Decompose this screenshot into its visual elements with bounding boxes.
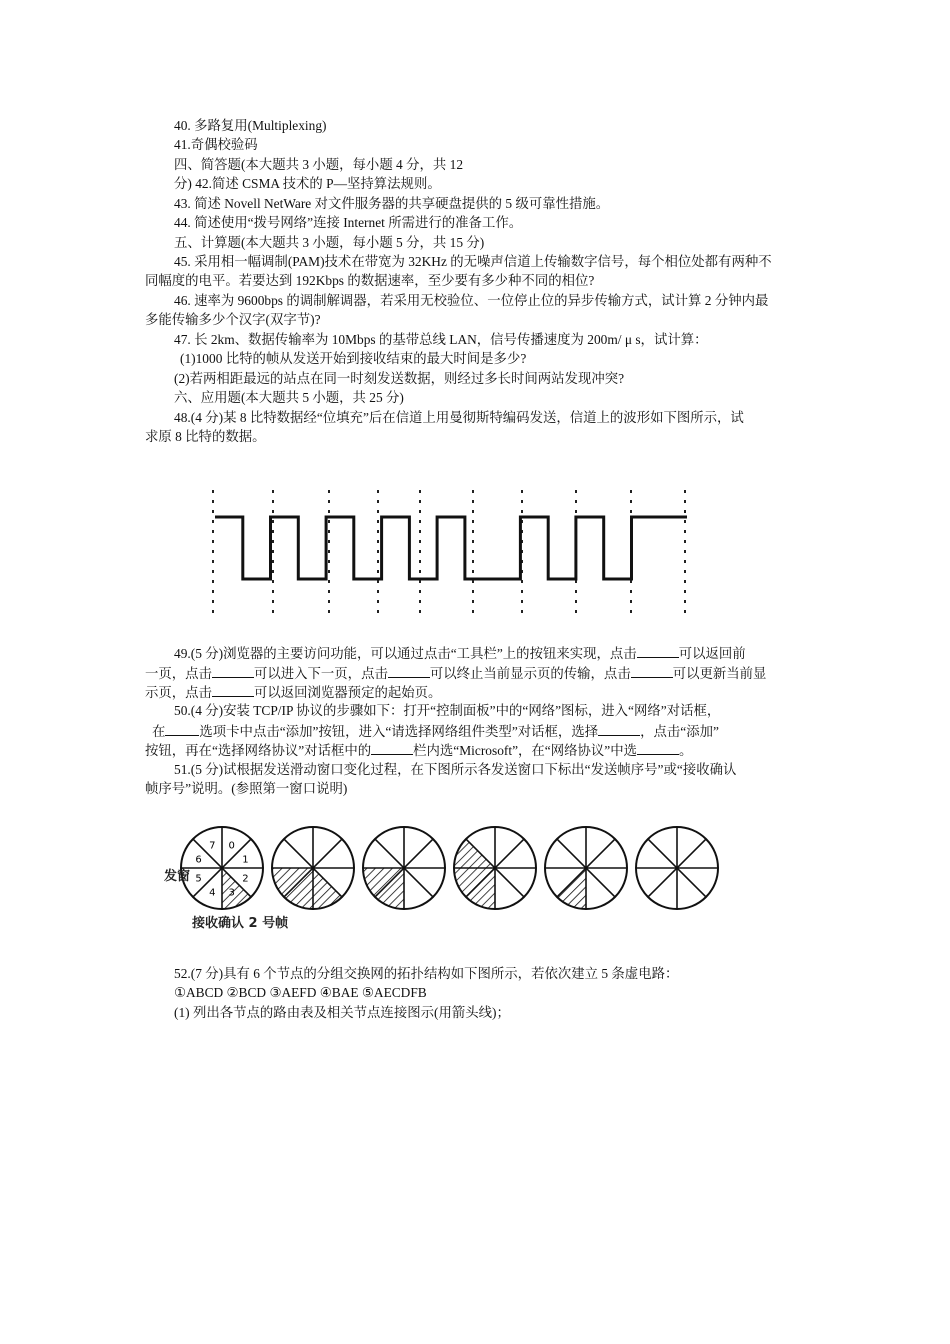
answer-blank xyxy=(212,682,254,697)
q48-line2: 求原 8 比特的数据。 xyxy=(145,429,266,444)
waveform-grid xyxy=(213,490,685,618)
q52-line2: ①ABCD ②BCD ③AEFD ④BAE ⑤AECDFB xyxy=(174,985,427,1000)
q48-line1: 48.(4 分)某 8 比特数据经“位填充”后在信道上用曼彻斯特编码发送，信道上的波形如下图所示，试 xyxy=(174,410,744,425)
hatched-sector xyxy=(454,839,495,868)
q50-line3 xyxy=(145,740,692,760)
answer-blank xyxy=(212,663,254,678)
q49-line2 xyxy=(145,663,766,683)
window-pie xyxy=(181,827,263,909)
q46-line2: 多能传输多少个汉字(双字节)? xyxy=(145,312,321,327)
window-pie xyxy=(454,827,536,909)
answer-blank xyxy=(165,721,199,736)
answer-blank xyxy=(371,740,413,755)
q49-text: 一页，点击 xyxy=(145,666,212,681)
sector-number: 6 xyxy=(195,854,202,866)
answer-blank xyxy=(598,721,640,736)
answer-blank xyxy=(388,663,430,678)
q40: 40. 多路复用(Multiplexing) xyxy=(174,118,327,133)
q43: 43. 简述 Novell NetWare 对文件服务器的共享硬盘提供的 5 级可靠性措施。 xyxy=(174,196,610,211)
q47-line1: 47. 长 2km、数据传输率为 10Mbps 的基带总线 LAN，信号传播速度为 200m/ μ s，试计算： xyxy=(174,332,708,347)
sector-number: 5 xyxy=(195,873,202,885)
q51-line2: 帧序号”说明。(参照第一窗口说明) xyxy=(145,781,348,796)
q50-text: 。 xyxy=(679,743,693,758)
q50-line1: 50.(4 分)安装 TCP/IP 协议的步骤如下：打开“控制面板”中的“网络”图标，进入“网络”对话框， xyxy=(174,703,721,718)
q41: 41.奇偶校验码 xyxy=(174,137,258,152)
section-5-heading: 五、计算题(本大题共 3 小题，每小题 5 分，共 15 分) xyxy=(174,235,485,250)
hatched-sector xyxy=(313,868,342,909)
section-6-heading: 六、应用题(本大题共 5 小题，共 25 分) xyxy=(174,390,404,405)
q47-line2: (1)1000 比特的帧从发送开始到接收结束的最大时间是多少? xyxy=(180,351,527,366)
sector-number: 3 xyxy=(228,887,235,899)
q50-text: 按钮，再在“选择网络协议”对话框中的 xyxy=(145,743,372,758)
window-pie xyxy=(636,827,718,909)
window-pie xyxy=(272,827,354,909)
hatched-sector xyxy=(557,868,586,909)
q49-text: 示页，点击 xyxy=(145,685,212,700)
q42: 分) 42.简述 CSMA 技术的 P—坚持算法规则。 xyxy=(174,176,441,191)
q49-line1 xyxy=(174,643,746,663)
sector-number: 1 xyxy=(242,854,249,866)
answer-blank xyxy=(637,740,679,755)
q49-text: 49.(5 分)浏览器的主要访问功能，可以通过点击“工具栏”上的按钮来实现，点击 xyxy=(174,646,637,661)
q50-text: 在 xyxy=(152,724,166,739)
q52-line1: 52.(7 分)具有 6 个节点的分组交换网的拓扑结构如下图所示，若依次建立 5 条虚电路： xyxy=(174,966,679,981)
q50-text: 选项卡中点击“添加”按钮，进入“请选择网络组件类型”对话框，选择 xyxy=(199,724,599,739)
answer-blank xyxy=(637,643,679,658)
sector-number: 0 xyxy=(228,840,235,852)
q45-line2: 同幅度的电平。若要达到 192Kbps 的数据速率，至少要有多少种不同的相位? xyxy=(145,273,595,288)
q49-text: 可以返回前 xyxy=(678,646,746,661)
q50-text: 栏内选“Microsoft”，在“网络协议”中选 xyxy=(413,743,638,758)
q49-text: 可以终止当前显示页的传输，点击 xyxy=(429,666,631,681)
q51-line1: 51.(5 分)试根据发送滑动窗口变化过程，在下图所示各发送窗口下标出“发送帧序号”或“接收确认 xyxy=(174,762,737,777)
q46-line1: 46. 速率为 9600bps 的调制解调器，若采用无校验位、一位停止位的异步传输方式，试计算 2 分钟内最 xyxy=(174,293,769,308)
sector-number: 7 xyxy=(209,840,216,852)
q47-line3: (2)若两相距最远的站点在同一时刻发送数据，则经过多长时间两站发现冲突? xyxy=(174,371,625,386)
sector-number: 2 xyxy=(242,873,249,885)
q52-line3: (1) 列出各节点的路由表及相关节点连接图示(用箭头线)； xyxy=(174,1005,510,1020)
q44: 44. 简述使用“拨号网络”连接 Internet 所需进行的准备工作。 xyxy=(174,215,523,230)
q50-line2 xyxy=(152,721,719,741)
waveform-signal xyxy=(215,517,687,579)
manchester-waveform-figure xyxy=(205,482,705,622)
q49-text: 可以进入下一页，点击 xyxy=(253,666,388,681)
window-pie xyxy=(363,827,445,909)
window-pie xyxy=(545,827,627,909)
section-4-heading: 四、简答题(本大题共 3 小题，每小题 4 分，共 12 xyxy=(174,157,464,172)
ack-label: 接收确认 2 号帧 xyxy=(192,916,289,931)
q49-line3 xyxy=(145,682,441,702)
answer-blank xyxy=(631,663,673,678)
send-window-label: 发窗 xyxy=(164,869,191,884)
sector-number: 4 xyxy=(209,887,216,899)
q49-text: 可以更新当前显 xyxy=(672,666,767,681)
q50-text: ，点击“添加” xyxy=(640,724,719,739)
q49-text: 可以返回浏览器预定的起始页。 xyxy=(253,685,442,700)
q45-line1: 45. 采用相一幅调制(PAM)技术在带宽为 32KHz 的无噪声信道上传输数字信号，每个相位处都有两种不 xyxy=(174,254,772,269)
